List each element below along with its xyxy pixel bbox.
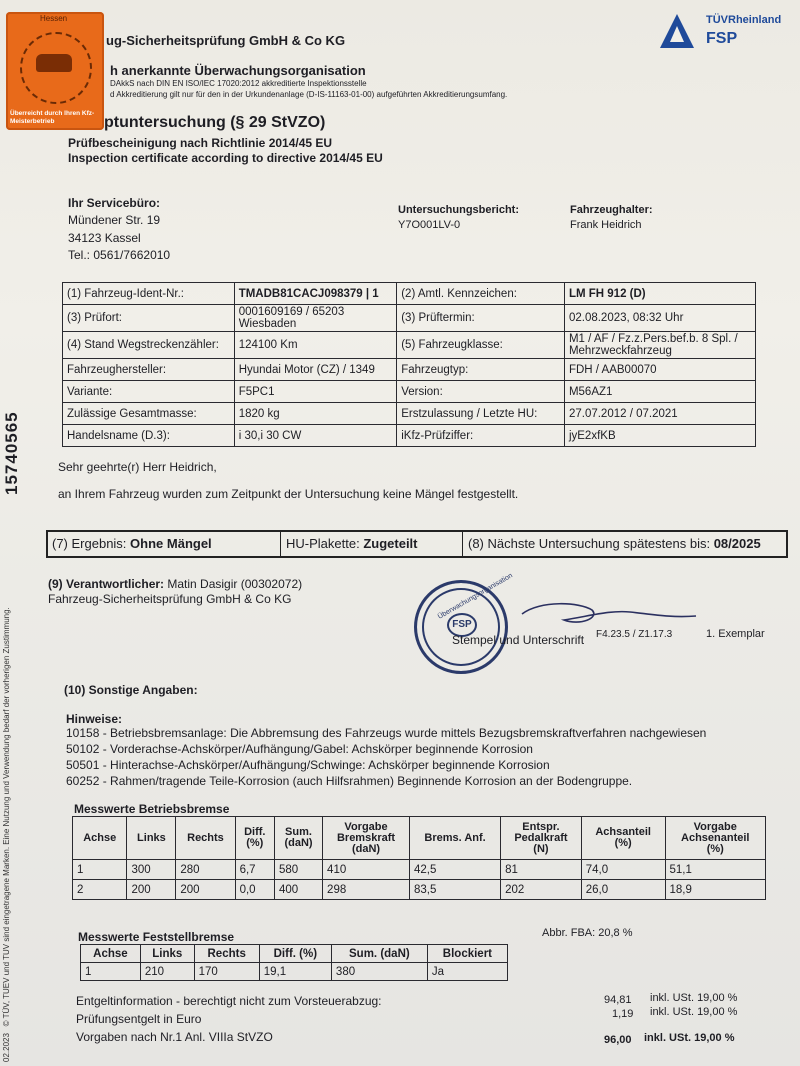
table-header-row (73, 817, 766, 860)
brake-table-title: Messwerte Betriebsbremse (74, 802, 230, 816)
fba-value: Abbr. FBA: 20,8 % (542, 927, 633, 939)
column-header: Blockiert (427, 945, 507, 963)
table-cell: 1 (73, 860, 127, 880)
misc-heading: (10) Sonstige Angaben: (64, 683, 198, 697)
fee-amount: 1,19 (612, 1008, 634, 1020)
divider (462, 532, 463, 556)
fee-rule: Vorgaben nach Nr.1 Anl. VIIIa StVZO (76, 1030, 273, 1044)
owner-label: Fahrzeughalter: (570, 204, 653, 216)
vehicle-field-label: (3) Prüfort: (63, 305, 235, 332)
accreditation-line-1: DAkkS nach DIN EN ISO/IEC 17020:2012 akkreditierte Inspektionsstelle (110, 79, 367, 88)
subtitle-en: Inspection certificate according to directive 2014/45 EU (68, 151, 383, 165)
company-name: ug-Sicherheitsprüfung GmbH & Co KG (106, 33, 346, 48)
column-header: Rechts (176, 817, 235, 860)
table-cell: 298 (323, 880, 410, 900)
copy-label: 1. Exemplar (706, 628, 765, 640)
note-item: 50102 - Vorderachse-Achskörper/Aufhängung/Gabel: Achskörper beginnende Korrosion (66, 742, 533, 756)
vehicle-field-label: Version: (397, 381, 565, 403)
notes-heading: Hinweise: (66, 712, 123, 726)
column-header: Rechts (194, 945, 259, 963)
salutation: Sehr geehrte(r) Herr Heidrich, (58, 460, 217, 474)
badge-bottom-text: Überreicht durch Ihren Kfz-Meisterbetrieb (10, 110, 95, 125)
vehicle-field-label: Variante: (63, 381, 235, 403)
table-row (63, 332, 756, 359)
table-cell: 400 (274, 880, 322, 900)
table-cell: 210 (140, 963, 194, 981)
vehicle-field-value: 27.07.2012 / 07.2021 (564, 403, 755, 425)
table-cell: 26,0 (581, 880, 665, 900)
report-number: Y7O001LV-0 (398, 219, 461, 231)
table-cell: Ja (427, 963, 507, 981)
next-inspection-label: (8) Nächste Untersuchung spätestens bis: (468, 536, 711, 551)
page-title: ptuntersuchung (§ 29 StVZO) (104, 114, 326, 131)
column-header: Achse (73, 817, 127, 860)
form-code: F4.23.5 / Z1.17.3 (596, 629, 673, 640)
table-cell: 6,7 (235, 860, 274, 880)
recognized-org: h anerkannte Überwachungsorganisation (110, 63, 366, 78)
fsp-stamp (414, 572, 514, 674)
fee-tax: inkl. USt. 19,00 % (650, 992, 738, 1004)
plakette-label: HU-Plakette: (286, 536, 360, 551)
vehicle-field-label: (3) Prüftermin: (397, 305, 565, 332)
vehicle-field-value: LM FH 912 (D) (564, 283, 755, 305)
table-cell: 51,1 (665, 860, 765, 880)
office-phone: Tel.: 0561/7662010 (68, 248, 171, 262)
column-header: Sum. (daN) (331, 945, 427, 963)
table-row (63, 283, 756, 305)
table-row (73, 860, 766, 880)
column-header: Vorgabe Bremskraft (daN) (323, 817, 410, 860)
office-street: Mündener Str. 19 (68, 213, 161, 227)
next-inspection-value: 08/2025 (713, 536, 761, 551)
stamp-text: Überwachungsorganisation (436, 572, 514, 621)
vehicle-field-value: TMADB81CACJ098379 | 1 (234, 283, 397, 305)
divider (280, 532, 281, 556)
table-row (63, 425, 756, 447)
result-label: (7) Ergebnis: (52, 536, 127, 551)
responsible-label: (9) Verantwortlicher: (48, 577, 165, 591)
fee-info: Entgeltinformation - berechtigt nicht zum Vorsteuerabzug: (76, 994, 382, 1008)
office-city: 34123 Kassel (68, 231, 141, 245)
vehicle-field-label: (2) Amtl. Kennzeichen: (397, 283, 565, 305)
accreditation-line-2: d Akkreditierung gilt nur für den in der Urkundenanlage (D-IS-11163-01-00) aufgeführten Akkreditierungsumfang. (110, 90, 508, 99)
fee-label: Prüfungsentgelt in Euro (76, 1012, 202, 1026)
trademark-notice: © TÜV, TUEV und TUV sind eingetragene Marken. Eine Nutzung und Verwendung bedarf der vorherigen Zustimmung. (2, 607, 11, 1027)
tuv-brand: TÜVRheinland (706, 14, 782, 26)
vehicle-field-value: M1 / AF / Fz.z.Pers.bef.b. 8 Spl. / Mehrzweckfahrzeug (564, 332, 755, 359)
table-cell: 280 (176, 860, 235, 880)
badge-top-text: Hessen (40, 14, 68, 23)
table-cell: 42,5 (410, 860, 501, 880)
column-header: Achse (81, 945, 141, 963)
parking-brake-table (80, 944, 508, 981)
vehicle-field-value: M56AZ1 (564, 381, 755, 403)
serial-number: 15740565 (2, 411, 21, 495)
table-row (73, 880, 766, 900)
table-row (63, 359, 756, 381)
table-cell: 0,0 (235, 880, 274, 900)
column-header: Diff. (%) (235, 817, 274, 860)
table-cell: 200 (127, 880, 176, 900)
column-header: Achsanteil (%) (581, 817, 665, 860)
result-message: an Ihrem Fahrzeug wurden zum Zeitpunkt der Untersuchung keine Mängel festgestellt. (58, 487, 519, 501)
fee-total: 96,00 (604, 1034, 632, 1046)
stamp-logo: FSP (447, 613, 477, 637)
fsp-logo: FSP (706, 30, 738, 47)
result-bar (46, 530, 788, 558)
vehicle-field-label: Fahrzeughersteller: (63, 359, 235, 381)
table-cell: 580 (274, 860, 322, 880)
vehicle-data-table (62, 282, 756, 447)
column-header: Entspr. Pedalkraft (N) (501, 817, 582, 860)
responsible-line (48, 577, 302, 591)
vehicle-field-label: (5) Fahrzeugklasse: (397, 332, 565, 359)
responsible-company: Fahrzeug-Sicherheitsprüfung GmbH & Co KG (48, 592, 292, 606)
table-cell: 410 (323, 860, 410, 880)
column-header: Diff. (%) (259, 945, 331, 963)
table-row (63, 305, 756, 332)
note-item: 60252 - Rahmen/tragende Teile-Korrosion (auch Hilfsrahmen) Beginnende Korrosion an der Bodengruppe. (66, 774, 633, 788)
fee-tax-total: inkl. USt. 19,00 % (644, 1032, 735, 1044)
table-cell: 81 (501, 860, 582, 880)
table-cell: 1 (81, 963, 141, 981)
car-icon (36, 54, 72, 72)
vehicle-field-label: iKfz-Prüfziffer: (397, 425, 565, 447)
vehicle-field-label: (1) Fahrzeug-Ident-Nr.: (63, 283, 235, 305)
column-header: Vorgabe Achsenanteil (%) (665, 817, 765, 860)
legal-notice (2, 607, 11, 1062)
responsible-name: Matin Dasigir (00302072) (167, 577, 303, 591)
vehicle-field-label: Fahrzeugtyp: (397, 359, 565, 381)
table-row (63, 403, 756, 425)
column-header: Brems. Anf. (410, 817, 501, 860)
plakette-field (286, 536, 418, 551)
plakette-value: Zugeteilt (363, 536, 418, 551)
vehicle-field-label: Erstzulassung / Letzte HU: (397, 403, 565, 425)
vehicle-field-value: 0001609169 / 65203 Wiesbaden (234, 305, 397, 332)
table-cell: 2 (73, 880, 127, 900)
vehicle-field-label: Handelsname (D.3): (63, 425, 235, 447)
table-cell: 380 (331, 963, 427, 981)
result-value: Ohne Mängel (130, 536, 212, 551)
vehicle-field-value: 124100 Km (234, 332, 397, 359)
tuv-triangle-icon (660, 14, 694, 48)
table-cell: 74,0 (581, 860, 665, 880)
vehicle-field-value: FDH / AAB00070 (564, 359, 755, 381)
vehicle-field-value: 02.08.2023, 08:32 Uhr (564, 305, 755, 332)
table-cell: 200 (176, 880, 235, 900)
subtitle-de: Prüfbescheinigung nach Richtlinie 2014/45 EU (68, 136, 333, 150)
column-header: Links (127, 817, 176, 860)
table-cell: 19,1 (259, 963, 331, 981)
column-header: Links (140, 945, 194, 963)
table-row (63, 381, 756, 403)
table-cell: 83,5 (410, 880, 501, 900)
table-cell: 170 (194, 963, 259, 981)
table-row (81, 963, 508, 981)
vehicle-field-value: jyE2xfKB (564, 425, 755, 447)
office-label: Ihr Servicebüro: (68, 196, 161, 210)
next-inspection-field (468, 536, 761, 551)
owner-name: Frank Heidrich (570, 219, 642, 231)
report-label: Untersuchungsbericht: (398, 204, 520, 216)
table-cell: 202 (501, 880, 582, 900)
vehicle-field-value: Hyundai Motor (CZ) / 1349 (234, 359, 397, 381)
table-cell: 300 (127, 860, 176, 880)
result-field (52, 536, 212, 551)
note-item: 10158 - Betriebsbremsanlage: Die Abbremsung des Fahrzeugs wurde mittels Bezugsbremskraftverfahren nachgewiesen (66, 726, 707, 740)
fee-amount: 94,81 (604, 994, 632, 1006)
vehicle-field-label: Zulässige Gesamtmasse: (63, 403, 235, 425)
vehicle-field-value: i 30,i 30 CW (234, 425, 397, 447)
vehicle-field-label: (4) Stand Wegstreckenzähler: (63, 332, 235, 359)
fee-tax: inkl. USt. 19,00 % (650, 1006, 738, 1018)
column-header: Sum. (daN) (274, 817, 322, 860)
service-brake-table (72, 816, 766, 900)
vehicle-field-value: F5PC1 (234, 381, 397, 403)
table-cell: 18,9 (665, 880, 765, 900)
signature-label: Stempel und Unterschrift (452, 633, 585, 647)
note-item: 50501 - Hinterachse-Achskörper/Aufhängung/Schwinge: Achskörper beginnende Korrosion (66, 758, 550, 772)
vehicle-field-value: 1820 kg (234, 403, 397, 425)
parking-table-title: Messwerte Feststellbremse (78, 930, 235, 944)
date-code: 02.2023 (2, 1033, 11, 1062)
table-header-row (81, 945, 508, 963)
kfz-gewerbe-badge (6, 12, 104, 130)
